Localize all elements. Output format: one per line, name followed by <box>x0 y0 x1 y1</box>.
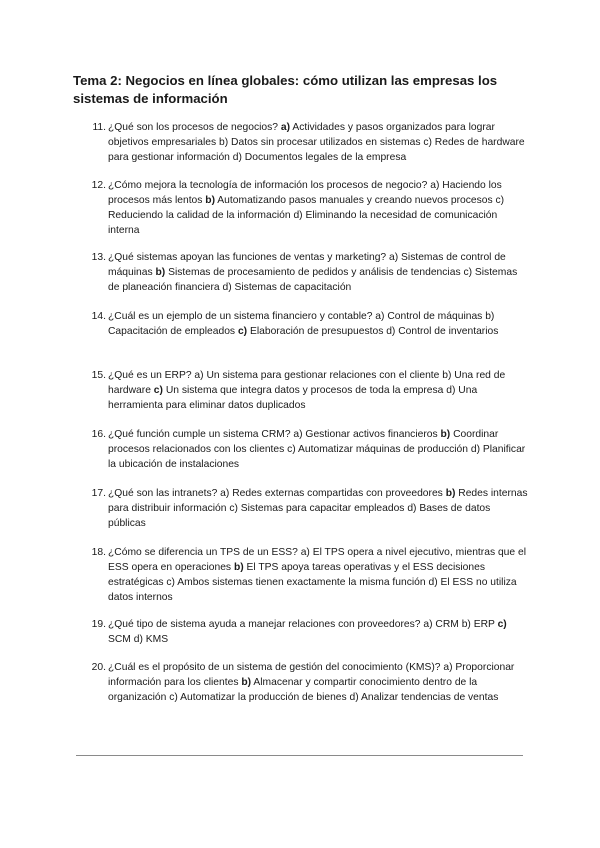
question-number: 11. <box>92 122 106 133</box>
section-heading: Tema 2: Negocios en línea globales: cómo utilizan las empresas los sistemas de información <box>73 73 498 106</box>
answer-marker: b) <box>205 195 216 206</box>
question-text-segment: ¿Cómo mejora la tecnología de información los procesos de negocio? a) Haciendo los procesos más lentos <box>108 180 502 206</box>
answer-marker: b) <box>445 488 456 499</box>
question-text-segment: ¿Cuál es el propósito de un sistema de gestión del conocimiento (KMS)? a) Proporcionar información para los clientes <box>108 662 515 688</box>
question-text-segment: SCM d) KMS <box>108 634 169 645</box>
question-number: 20. <box>91 662 106 673</box>
answer-marker: b) <box>233 562 244 573</box>
question-text-segment: El TPS apoya tareas operativas y el ESS decisiones estratégicas c) Ambos sistemas tienen exactamente la misma función d) El ESS no utiliza datos internos <box>108 562 517 603</box>
question-text <box>108 427 528 472</box>
question-number: 14. <box>91 311 106 322</box>
question-text <box>108 178 528 238</box>
answer-marker: c) <box>237 326 248 337</box>
question-number: 15. <box>91 370 106 381</box>
question-text-segment: ¿Qué son los procesos de negocios? <box>108 122 281 133</box>
answer-marker: c) <box>153 385 163 396</box>
question-text-segment: Elaboración de presupuestos d) Control de inventarios <box>247 326 499 337</box>
question-number: 19. <box>91 619 106 630</box>
answer-marker: b) <box>155 267 166 278</box>
footer-divider <box>76 755 523 756</box>
question-text <box>108 368 528 413</box>
question-text-segment: ¿Qué tipo de sistema ayuda a manejar relaciones con proveedores? a) CRM b) ERP <box>108 619 498 630</box>
question-text <box>108 309 528 339</box>
question-text-segment: Sistemas de procesamiento de pedidos y análisis de tendencias c) Sistemas de planeación financiera d) Sistemas de capacitación <box>108 267 518 293</box>
question-text-segment: ¿Cuál es un ejemplo de un sistema financiero y contable? a) Control de máquinas b) Capacitación de empleados <box>108 311 495 337</box>
question-text-segment: ¿Cómo se diferencia un TPS de un ESS? a) El TPS opera a nivel ejecutivo, mientras que el ESS opera en operaciones <box>108 547 527 573</box>
question-text-segment: Un sistema que integra datos y procesos de toda la empresa d) Una herramienta para eliminar datos duplicados <box>108 385 478 411</box>
question-number: 17. <box>91 488 106 499</box>
answer-marker: b) <box>440 429 451 440</box>
answer-marker: b) <box>241 677 252 688</box>
question-text-segment: Redes internas para distribuir información c) Sistemas para capacitar empleados d) Bases de datos públicas <box>108 488 528 529</box>
question-text <box>108 250 528 295</box>
question-text-segment: Automatizando pasos manuales y creando nuevos procesos c) Reduciendo la calidad de la información d) Eliminando la necesidad de comunicación interna <box>108 195 505 236</box>
question-text-segment: ¿Qué función cumple un sistema CRM? a) Gestionar activos financieros <box>108 429 441 440</box>
question-text <box>108 660 528 705</box>
question-text-segment: Almacenar y compartir conocimiento dentro de la organización c) Automatizar la producción de bienes d) Analizar tendencias de ventas <box>108 677 499 703</box>
question-text-segment: Coordinar procesos relacionados con los clientes c) Automatizar máquinas de producción d) Planificar la ubicación de instalaciones <box>108 429 526 470</box>
question-text <box>108 617 528 647</box>
question-text <box>108 120 528 165</box>
question-text-segment: ¿Qué sistemas apoyan las funciones de ventas y marketing? a) Sistemas de control de máquinas <box>108 252 506 278</box>
question-text-segment: ¿Qué es un ERP? a) Un sistema para gestionar relaciones con el cliente b) Una red de hardware <box>108 370 506 396</box>
question-text-segment: Actividades y pasos organizados para lograr objetivos empresariales b) Datos sin procesar utilizados en sistemas c) Redes de hardware para gestionar información d) Documentos legales de la empresa <box>108 122 525 163</box>
question-number: 16. <box>91 429 106 440</box>
answer-marker: c) <box>497 619 507 630</box>
question-text <box>108 486 528 531</box>
question-text <box>108 545 528 605</box>
question-text-segment: ¿Qué son las intranets? a) Redes externas compartidas con proveedores <box>108 488 446 499</box>
answer-marker: a) <box>280 122 291 133</box>
question-number: 12. <box>91 180 106 191</box>
question-number: 13. <box>91 252 106 263</box>
question-number: 18. <box>91 547 106 558</box>
